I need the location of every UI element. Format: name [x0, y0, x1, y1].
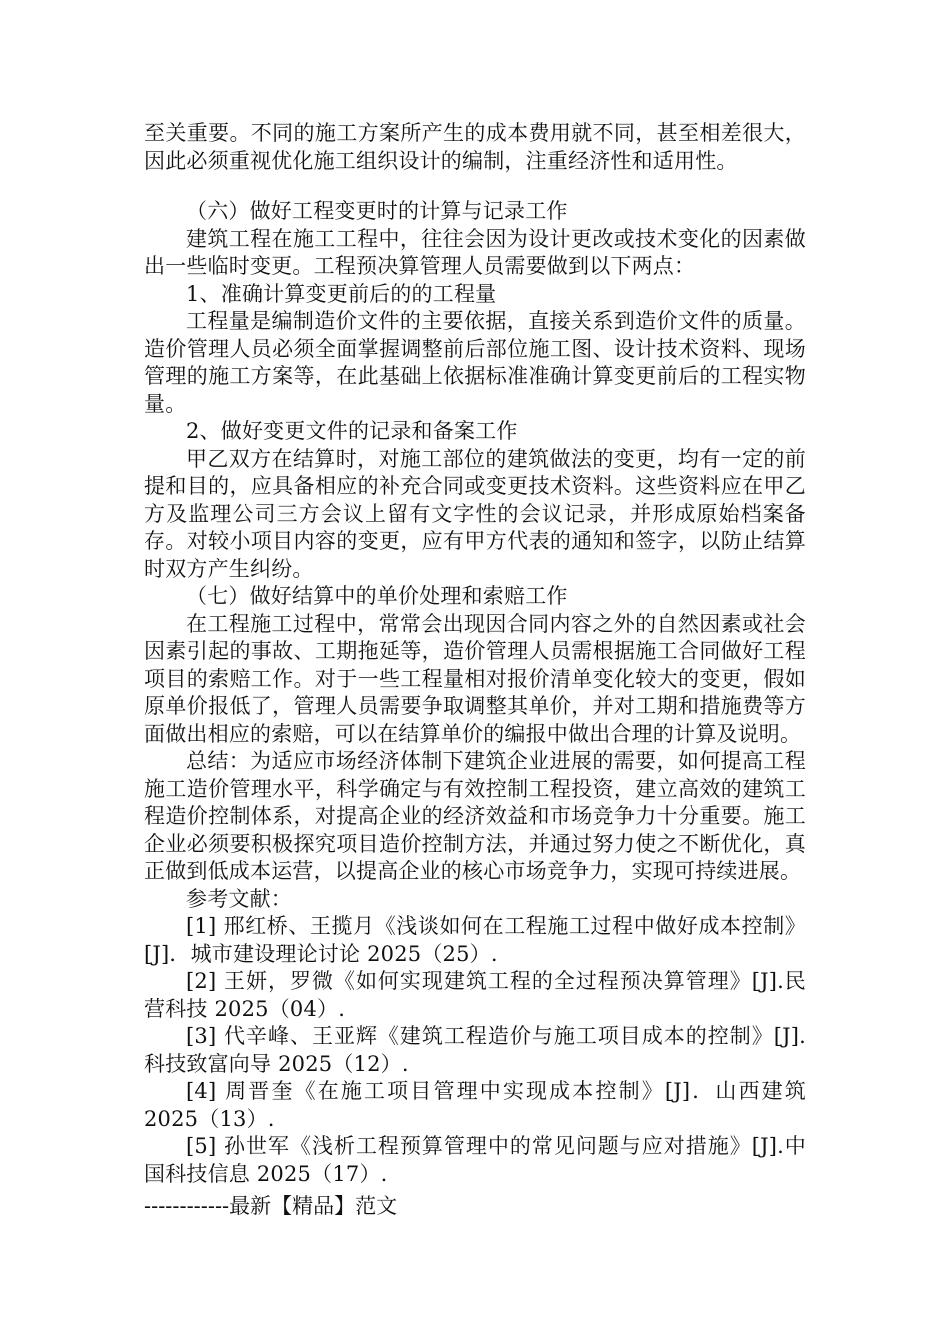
paragraph-4: 甲乙双方在结算时，对施工部位的建筑做法的变更，均有一定的前提和目的，应具备相应的补充合同或变更技术资料。这些资料应在甲乙方及监理公司三方会议上留有文字性的会议记录，并形成原始档案备存。对较小项目内容的变更，应有甲方代表的通知和签字，以防止结算时双方产生纠纷。 — [144, 446, 806, 581]
section-heading-6: （六）做好工程变更时的计算与记录工作 — [186, 199, 568, 223]
reference-item: [5] 孙世军《浅析工程预算管理中的常见问题与应对措施》[J].中国科技信息 2025（17）. — [144, 1134, 806, 1186]
section-heading-7: （七）做好结算中的单价处理和索赔工作 — [186, 584, 568, 608]
footer-label: ------------最新【精品】范文 — [144, 1194, 398, 1218]
subheading-2: 2、做好变更文件的记录和备案工作 — [186, 419, 518, 443]
paragraph-1: 至关重要。不同的施工方案所产生的成本费用就不同，甚至相差很大，因此必须重视优化施工组织设计的编制，注重经济性和适用性。 — [144, 121, 806, 173]
paragraph-5: 在工程施工过程中，常常会出现因合同内容之外的自然因素或社会因素引起的事故、工期拖延等，造价管理人员需根据施工合同做好工程项目的索赔工作。对于一些工程量相对报价清单变化较大的变更，假如原单价报低了，管理人员需要争取调整其单价，并对工期和措施费等方面做出相应的索赔，可以在结算单价的编报中做出合理的计算及说明。 — [144, 611, 806, 746]
document-body — [144, 120, 806, 1188]
references-heading: 参考文献： — [186, 886, 292, 911]
paragraph-2: 建筑工程在施工工程中，往往会因为设计更改或技术变化的因素做出一些临时变更。工程预决算管理人员需要做到以下两点： — [144, 226, 806, 278]
paragraph-3: 工程量是编制造价文件的主要依据，直接关系到造价文件的质量。造价管理人员必须全面掌握调整前后部位施工图、设计技术资料、现场管理的施工方案等，在此基础上依据标准准确计算变更前后的工程实物量。 — [144, 309, 806, 416]
reference-item: [2] 王妍，罗微《如何实现建筑工程的全过程预决算管理》[J].民营科技 2025（04）. — [144, 969, 806, 1021]
reference-item: [1] 邢红桥、王揽月《浅谈如何在工程施工过程中做好成本控制》[J]．城市建设理论讨论 2025（25）. — [144, 914, 806, 966]
reference-item: [3] 代辛峰、王亚辉《建筑工程造价与施工项目成本的控制》[J].科技致富向导 2025（12）. — [144, 1024, 806, 1076]
subheading-1: 1、准确计算变更前后的的工程量 — [186, 281, 497, 306]
reference-item: [4] 周晋奎《在施工项目管理中实现成本控制》[J]．山西建筑 2025（13）. — [144, 1079, 806, 1131]
summary-paragraph: 总结：为适应市场经济体制下建筑企业进展的需要，如何提高工程施工造价管理水平，科学确定与有效控制工程投资，建立高效的建筑工程造价控制体系，对提高企业的经济效益和市场竞争力十分重要。施工企业必须要积极探究项目造价控制方法，并通过努力使之不断优化，真正做到低成本运营，以提高企业的核心市场竞争力，实现可持续进展。 — [144, 749, 806, 883]
